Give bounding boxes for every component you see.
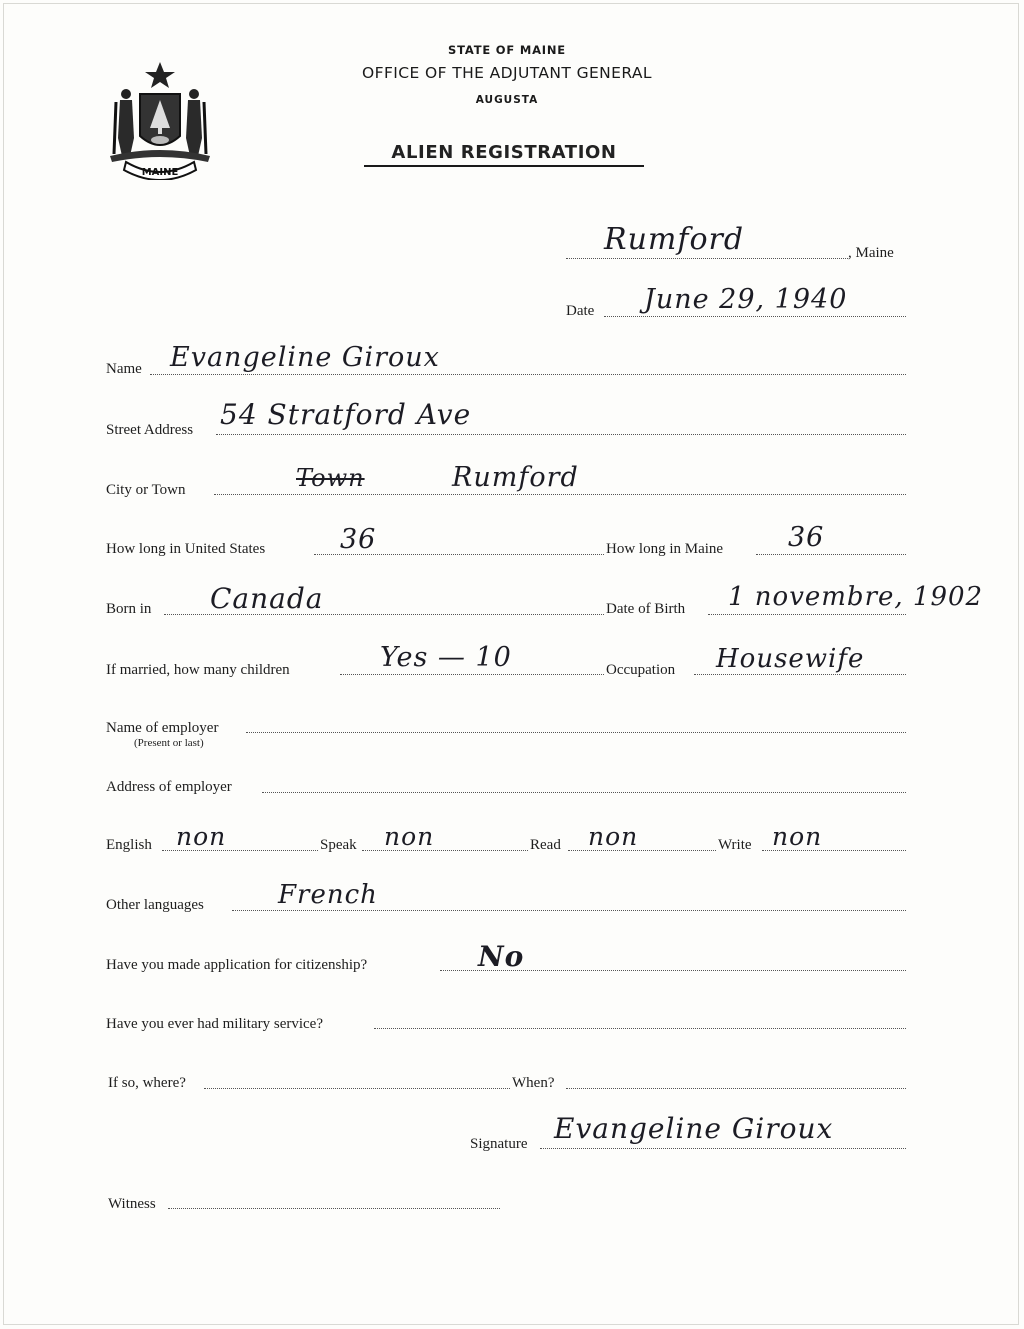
employer-name-field-line[interactable] (246, 732, 906, 733)
occupation-label: Occupation (606, 662, 676, 678)
employer-name-sublabel: (Present or last) (134, 737, 204, 749)
citizenship-label: Have you made application for citizenship? (106, 957, 368, 973)
date-of-birth-label: Date of Birth (606, 601, 686, 617)
street-address-value[interactable]: 54 Stratford Ave (220, 398, 472, 431)
city-value[interactable]: Rumford (452, 462, 579, 493)
children-value[interactable]: Yes — 10 (380, 642, 512, 673)
place-field-line (566, 258, 848, 259)
speak-label: Speak (320, 837, 357, 853)
witness-field-line[interactable] (168, 1208, 500, 1209)
street-address-label: Street Address (106, 422, 194, 438)
maine-duration-value[interactable]: 36 (788, 522, 825, 553)
employer-address-field-line[interactable] (262, 792, 906, 793)
signature-label: Signature (470, 1136, 528, 1152)
date-label: Date (566, 303, 595, 319)
citizenship-value[interactable]: No (478, 940, 525, 973)
born-in-label: Born in (106, 601, 152, 617)
when-label: When? (512, 1075, 555, 1091)
write-label: Write (718, 837, 752, 853)
other-languages-value[interactable]: French (278, 880, 378, 910)
employer-name-label: Name of employer (106, 720, 219, 736)
us-duration-value[interactable]: 36 (340, 524, 377, 555)
english-value[interactable]: non (176, 822, 227, 851)
maine-duration-label: How long in Maine (606, 541, 724, 557)
city-heading: AUGUSTA (475, 94, 539, 106)
occupation-field-line (694, 674, 906, 675)
seal-banner-text: MAINE (141, 167, 179, 178)
read-label: Read (530, 837, 561, 853)
signature-field-line (540, 1148, 906, 1149)
city-label: City or Town (106, 482, 186, 498)
office-heading: OFFICE OF THE ADJUTANT GENERAL (362, 64, 652, 82)
maine-duration-field-line (756, 554, 906, 555)
occupation-value[interactable]: Housewife (716, 644, 865, 674)
city-struck-value: Town (296, 464, 365, 492)
when-field-line[interactable] (566, 1088, 906, 1089)
place-suffix: , Maine (848, 245, 894, 261)
name-label: Name (106, 361, 142, 377)
children-label: If married, how many children (106, 662, 290, 678)
born-in-value[interactable]: Canada (210, 582, 324, 615)
form-title: ALIEN REGISTRATION (364, 142, 644, 167)
street-address-field-line (216, 434, 906, 435)
witness-label: Witness (108, 1196, 156, 1212)
military-field-line[interactable] (374, 1028, 906, 1029)
write-value[interactable]: non (772, 822, 823, 851)
state-heading: STATE OF MAINE (448, 43, 566, 57)
signature-value[interactable]: Evangeline Giroux (554, 1112, 834, 1145)
military-label: Have you ever had military service? (106, 1016, 323, 1032)
date-field-line (604, 316, 906, 317)
us-duration-label: How long in United States (106, 541, 266, 557)
date-of-birth-value[interactable]: 1 novembre, 1902 (728, 582, 984, 612)
where-label: If so, where? (108, 1075, 186, 1091)
date-of-birth-field-line (708, 614, 906, 615)
other-languages-field-line (232, 910, 906, 911)
name-value[interactable]: Evangeline Giroux (170, 342, 440, 373)
children-field-line (340, 674, 604, 675)
speak-value[interactable]: non (384, 822, 435, 851)
employer-address-label: Address of employer (106, 779, 232, 795)
name-field-line (150, 374, 906, 375)
english-label: English (106, 837, 152, 853)
date-value[interactable]: June 29, 1940 (644, 284, 848, 315)
city-field-line (214, 494, 906, 495)
place-value[interactable]: Rumford (604, 222, 745, 257)
read-value[interactable]: non (588, 822, 639, 851)
other-languages-label: Other languages (106, 897, 204, 913)
where-field-line[interactable] (204, 1088, 510, 1089)
